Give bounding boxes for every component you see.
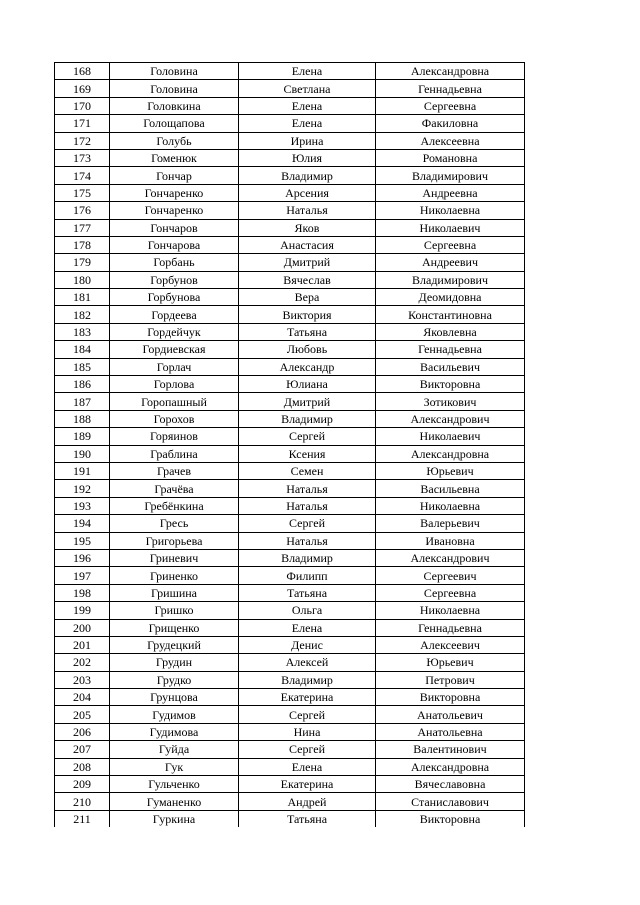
row-number-cell: 175 [55, 184, 110, 201]
row-number-cell: 190 [55, 445, 110, 462]
last-name-cell: Гульченко [110, 776, 239, 793]
row-number-cell: 180 [55, 271, 110, 288]
row-number-cell: 203 [55, 671, 110, 688]
patronymic-cell: Романовна [376, 149, 525, 166]
patronymic-cell: Ивановна [376, 532, 525, 549]
last-name-cell: Григорьева [110, 532, 239, 549]
first-name-cell: Анастасия [239, 236, 376, 253]
table-row [55, 289, 525, 306]
patronymic-cell: Николаевна [376, 202, 525, 219]
table-row [55, 445, 525, 462]
patronymic-cell: Петрович [376, 671, 525, 688]
table-row [55, 723, 525, 740]
table-row [55, 236, 525, 253]
patronymic-cell: Зотикович [376, 393, 525, 410]
table-row [55, 515, 525, 532]
last-name-cell: Гончаров [110, 219, 239, 236]
first-name-cell: Сергей [239, 515, 376, 532]
last-name-cell: Горлова [110, 376, 239, 393]
row-number-cell: 173 [55, 149, 110, 166]
row-number-cell: 183 [55, 323, 110, 340]
last-name-cell: Гончаренко [110, 184, 239, 201]
patronymic-cell: Николаевич [376, 219, 525, 236]
table-row [55, 306, 525, 323]
patronymic-cell: Андреевна [376, 184, 525, 201]
table-row [55, 219, 525, 236]
row-number-cell: 186 [55, 376, 110, 393]
first-name-cell: Юлиана [239, 376, 376, 393]
table-row [55, 80, 525, 97]
row-number-cell: 176 [55, 202, 110, 219]
last-name-cell: Грунцова [110, 689, 239, 706]
row-number-cell: 187 [55, 393, 110, 410]
first-name-cell: Татьяна [239, 323, 376, 340]
first-name-cell: Ольга [239, 602, 376, 619]
patronymic-cell: Александровна [376, 445, 525, 462]
first-name-cell: Светлана [239, 80, 376, 97]
table-row [55, 810, 525, 827]
first-name-cell: Нина [239, 723, 376, 740]
last-name-cell: Головкина [110, 97, 239, 114]
table-row [55, 115, 525, 132]
row-number-cell: 200 [55, 619, 110, 636]
last-name-cell: Горбунова [110, 289, 239, 306]
table-row [55, 271, 525, 288]
patronymic-cell: Деомидовна [376, 289, 525, 306]
patronymic-cell: Юрьевич [376, 462, 525, 479]
patronymic-cell: Васильевна [376, 480, 525, 497]
row-number-cell: 178 [55, 236, 110, 253]
last-name-cell: Горохов [110, 410, 239, 427]
last-name-cell: Гончарова [110, 236, 239, 253]
patronymic-cell: Яковлевна [376, 323, 525, 340]
last-name-cell: Граблина [110, 445, 239, 462]
last-name-cell: Гришина [110, 584, 239, 601]
row-number-cell: 181 [55, 289, 110, 306]
patronymic-cell: Викторовна [376, 689, 525, 706]
patronymic-cell: Александрович [376, 410, 525, 427]
first-name-cell: Елена [239, 63, 376, 80]
table-row [55, 671, 525, 688]
table-row [55, 689, 525, 706]
last-name-cell: Грудецкий [110, 636, 239, 653]
first-name-cell: Сергей [239, 428, 376, 445]
row-number-cell: 184 [55, 341, 110, 358]
first-name-cell: Елена [239, 97, 376, 114]
patronymic-cell: Станиславович [376, 793, 525, 810]
row-number-cell: 192 [55, 480, 110, 497]
first-name-cell: Любовь [239, 341, 376, 358]
first-name-cell: Дмитрий [239, 393, 376, 410]
first-name-cell: Наталья [239, 202, 376, 219]
row-number-cell: 209 [55, 776, 110, 793]
last-name-cell: Гоменюк [110, 149, 239, 166]
first-name-cell: Наталья [239, 532, 376, 549]
first-name-cell: Яков [239, 219, 376, 236]
last-name-cell: Голощапова [110, 115, 239, 132]
patronymic-cell: Сергеевна [376, 97, 525, 114]
last-name-cell: Гудимов [110, 706, 239, 723]
first-name-cell: Владимир [239, 549, 376, 566]
patronymic-cell: Геннадьевна [376, 619, 525, 636]
first-name-cell: Дмитрий [239, 254, 376, 271]
last-name-cell: Грачев [110, 462, 239, 479]
last-name-cell: Головина [110, 80, 239, 97]
row-number-cell: 194 [55, 515, 110, 532]
first-name-cell: Вячеслав [239, 271, 376, 288]
last-name-cell: Грудко [110, 671, 239, 688]
table-row [55, 428, 525, 445]
patronymic-cell: Константиновна [376, 306, 525, 323]
row-number-cell: 189 [55, 428, 110, 445]
table-row [55, 706, 525, 723]
last-name-cell: Гудимова [110, 723, 239, 740]
table-row [55, 167, 525, 184]
row-number-cell: 202 [55, 654, 110, 671]
patronymic-cell: Алексеевна [376, 132, 525, 149]
last-name-cell: Гребёнкина [110, 497, 239, 514]
row-number-cell: 177 [55, 219, 110, 236]
row-number-cell: 197 [55, 567, 110, 584]
row-number-cell: 205 [55, 706, 110, 723]
last-name-cell: Гордеева [110, 306, 239, 323]
patronymic-cell: Владимирович [376, 271, 525, 288]
first-name-cell: Филипп [239, 567, 376, 584]
row-number-cell: 168 [55, 63, 110, 80]
patronymic-cell: Николаевна [376, 497, 525, 514]
row-number-cell: 204 [55, 689, 110, 706]
last-name-cell: Гуркина [110, 810, 239, 827]
first-name-cell: Наталья [239, 480, 376, 497]
table-row [55, 776, 525, 793]
patronymic-cell: Вячеславовна [376, 776, 525, 793]
row-number-cell: 188 [55, 410, 110, 427]
patronymic-cell: Геннадьевна [376, 341, 525, 358]
table-row [55, 184, 525, 201]
row-number-cell: 196 [55, 549, 110, 566]
patronymic-cell: Николаевич [376, 428, 525, 445]
patronymic-cell: Андреевич [376, 254, 525, 271]
patronymic-cell: Александровна [376, 63, 525, 80]
patronymic-cell: Анатольевна [376, 723, 525, 740]
patronymic-cell: Владимирович [376, 167, 525, 184]
patronymic-cell: Валерьевич [376, 515, 525, 532]
patronymic-cell: Викторовна [376, 810, 525, 827]
table-row [55, 602, 525, 619]
first-name-cell: Сергей [239, 741, 376, 758]
first-name-cell: Виктория [239, 306, 376, 323]
name-table [54, 62, 525, 827]
last-name-cell: Горбунов [110, 271, 239, 288]
last-name-cell: Грачёва [110, 480, 239, 497]
row-number-cell: 174 [55, 167, 110, 184]
row-number-cell: 198 [55, 584, 110, 601]
last-name-cell: Гордиевская [110, 341, 239, 358]
first-name-cell: Татьяна [239, 584, 376, 601]
row-number-cell: 171 [55, 115, 110, 132]
last-name-cell: Гуманенко [110, 793, 239, 810]
table-row [55, 341, 525, 358]
first-name-cell: Юлия [239, 149, 376, 166]
first-name-cell: Владимир [239, 167, 376, 184]
first-name-cell: Александр [239, 358, 376, 375]
first-name-cell: Сергей [239, 706, 376, 723]
row-number-cell: 206 [55, 723, 110, 740]
patronymic-cell: Валентинович [376, 741, 525, 758]
row-number-cell: 208 [55, 758, 110, 775]
patronymic-cell: Юрьевич [376, 654, 525, 671]
first-name-cell: Арсения [239, 184, 376, 201]
last-name-cell: Гресь [110, 515, 239, 532]
first-name-cell: Наталья [239, 497, 376, 514]
table-row [55, 549, 525, 566]
table-row [55, 323, 525, 340]
last-name-cell: Горлач [110, 358, 239, 375]
first-name-cell: Ирина [239, 132, 376, 149]
last-name-cell: Горопашный [110, 393, 239, 410]
last-name-cell: Голубь [110, 132, 239, 149]
row-number-cell: 211 [55, 810, 110, 827]
first-name-cell: Вера [239, 289, 376, 306]
first-name-cell: Алексей [239, 654, 376, 671]
first-name-cell: Екатерина [239, 776, 376, 793]
patronymic-cell: Факиловна [376, 115, 525, 132]
patronymic-cell: Викторовна [376, 376, 525, 393]
patronymic-cell: Анатольевич [376, 706, 525, 723]
last-name-cell: Гришко [110, 602, 239, 619]
table-row [55, 758, 525, 775]
first-name-cell: Елена [239, 619, 376, 636]
table-row [55, 462, 525, 479]
patronymic-cell: Николаевна [376, 602, 525, 619]
last-name-cell: Головина [110, 63, 239, 80]
table-row [55, 567, 525, 584]
first-name-cell: Андрей [239, 793, 376, 810]
table-row [55, 619, 525, 636]
row-number-cell: 172 [55, 132, 110, 149]
first-name-cell: Семен [239, 462, 376, 479]
first-name-cell: Елена [239, 115, 376, 132]
patronymic-cell: Геннадьевна [376, 80, 525, 97]
first-name-cell: Ксения [239, 445, 376, 462]
table-row [55, 410, 525, 427]
table-row [55, 376, 525, 393]
table-row [55, 63, 525, 80]
table-row [55, 254, 525, 271]
patronymic-cell: Александровна [376, 758, 525, 775]
last-name-cell: Горбань [110, 254, 239, 271]
table-row [55, 532, 525, 549]
row-number-cell: 195 [55, 532, 110, 549]
first-name-cell: Екатерина [239, 689, 376, 706]
table-row [55, 149, 525, 166]
table-row [55, 636, 525, 653]
row-number-cell: 201 [55, 636, 110, 653]
table-row [55, 654, 525, 671]
last-name-cell: Гриненко [110, 567, 239, 584]
row-number-cell: 169 [55, 80, 110, 97]
table-row [55, 97, 525, 114]
last-name-cell: Гончаренко [110, 202, 239, 219]
last-name-cell: Горяинов [110, 428, 239, 445]
table-row [55, 480, 525, 497]
last-name-cell: Грищенко [110, 619, 239, 636]
row-number-cell: 193 [55, 497, 110, 514]
last-name-cell: Грудин [110, 654, 239, 671]
first-name-cell: Татьяна [239, 810, 376, 827]
row-number-cell: 191 [55, 462, 110, 479]
patronymic-cell: Васильевич [376, 358, 525, 375]
row-number-cell: 185 [55, 358, 110, 375]
table-row [55, 741, 525, 758]
last-name-cell: Гордейчук [110, 323, 239, 340]
row-number-cell: 199 [55, 602, 110, 619]
patronymic-cell: Александрович [376, 549, 525, 566]
table-row [55, 358, 525, 375]
row-number-cell: 170 [55, 97, 110, 114]
first-name-cell: Владимир [239, 410, 376, 427]
table-row [55, 202, 525, 219]
last-name-cell: Гук [110, 758, 239, 775]
first-name-cell: Владимир [239, 671, 376, 688]
last-name-cell: Гуйда [110, 741, 239, 758]
first-name-cell: Елена [239, 758, 376, 775]
table-row [55, 393, 525, 410]
first-name-cell: Денис [239, 636, 376, 653]
row-number-cell: 210 [55, 793, 110, 810]
name-table-body [55, 63, 525, 828]
table-row [55, 793, 525, 810]
row-number-cell: 207 [55, 741, 110, 758]
patronymic-cell: Сергеевна [376, 584, 525, 601]
patronymic-cell: Сергеевич [376, 567, 525, 584]
table-row [55, 497, 525, 514]
patronymic-cell: Алексеевич [376, 636, 525, 653]
table-row [55, 584, 525, 601]
patronymic-cell: Сергеевна [376, 236, 525, 253]
last-name-cell: Гончар [110, 167, 239, 184]
row-number-cell: 182 [55, 306, 110, 323]
table-row [55, 132, 525, 149]
row-number-cell: 179 [55, 254, 110, 271]
last-name-cell: Гриневич [110, 549, 239, 566]
